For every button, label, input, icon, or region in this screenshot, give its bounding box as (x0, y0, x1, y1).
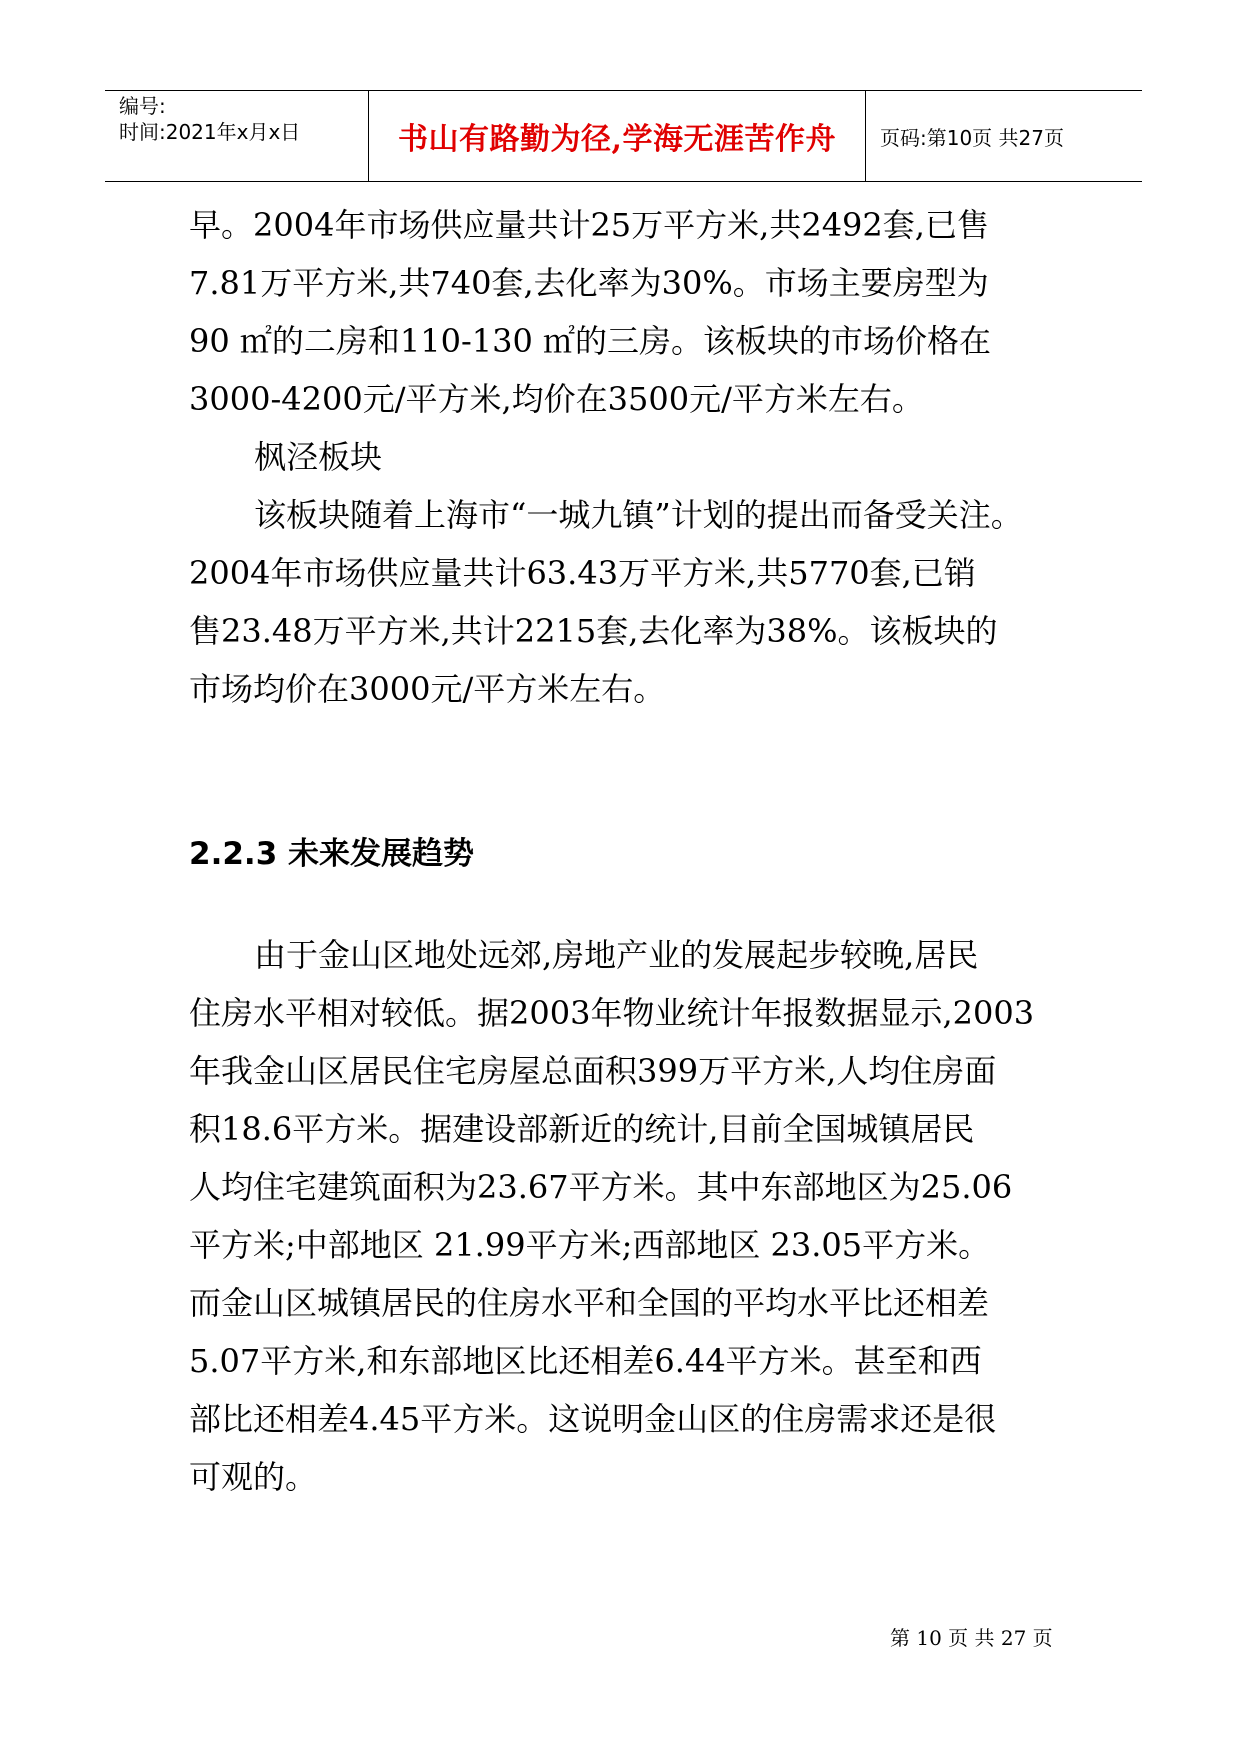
section-heading: 2.2.3 未来发展趋势 (189, 836, 475, 872)
body-line: 早。2004年市场供应量共计25万平方米,共2492套,已售 (189, 206, 989, 244)
body-line: 市场均价在3000元/平方米左右。 (189, 670, 666, 708)
body-line: 3000-4200元/平方米,均价在3500元/平方米左右。 (189, 380, 924, 418)
body-line: 售23.48万平方米,共计2215套,去化率为38%。该板块的 (189, 612, 998, 650)
header-page-info: 页码:第10页 共27页 (880, 125, 1064, 150)
body-line: 平方米;中部地区 21.99平方米;西部地区 23.05平方米。 (189, 1226, 991, 1264)
header-motto: 书山有路勤为径,学海无涯苦作舟 (369, 91, 866, 181)
page-footer: 第 10 页 共 27 页 (890, 1626, 1053, 1650)
page-header (105, 90, 1142, 182)
time-label: 时间:2021年x月x日 (119, 120, 301, 144)
body-line: 而金山区城镇居民的住房水平和全国的平均水平比还相差 (189, 1284, 990, 1322)
subhead-fengjing: 枫泾板块 (254, 438, 383, 476)
body-line: 年我金山区居民住宅房屋总面积399万平方米,人均住房面 (189, 1052, 997, 1090)
body-line: 由于金山区地处远郊,房地产业的发展起步较晚,居民 (254, 936, 979, 974)
body-line: 住房水平相对较低。据2003年物业统计年报数据显示,2003 (189, 994, 1035, 1032)
body-line: 该板块随着上海市“一城九镇”计划的提出而备受关注。 (254, 496, 1023, 534)
header-meta-cell (105, 91, 369, 181)
body-line: 2004年市场供应量共计63.43万平方米,共5770套,已销 (189, 554, 976, 592)
body-line: 部比还相差4.45平方米。这说明金山区的住房需求还是很 (189, 1400, 997, 1438)
body-line: 7.81万平方米,共740套,去化率为30%。市场主要房型为 (189, 264, 989, 302)
body-line: 可观的。 (189, 1458, 318, 1496)
body-line: 5.07平方米,和东部地区比还相差6.44平方米。甚至和西 (189, 1342, 982, 1380)
body-line: 人均住宅建筑面积为23.67平方米。其中东部地区为25.06 (189, 1168, 1013, 1206)
body-line: 积18.6平方米。据建设部新近的统计,目前全国城镇居民 (189, 1110, 975, 1148)
serial-label: 编号: (119, 94, 166, 118)
body-line: 90 ㎡的二房和110-130 ㎡的三房。该板块的市场价格在 (189, 322, 992, 360)
